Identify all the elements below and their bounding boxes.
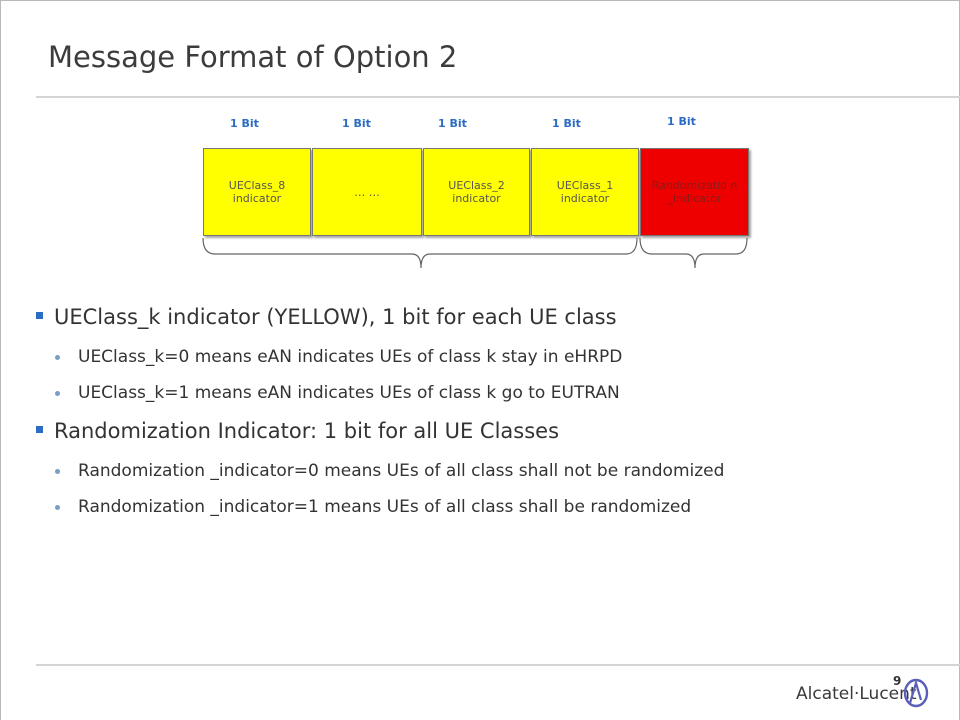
bit-label-ellipsis: 1 Bit <box>342 117 371 130</box>
sub-bullet-text: Randomization _indicator=0 means UEs of all class shall not be randomized <box>78 461 725 481</box>
sub-bullet-text: UEClass_k=0 means eAN indicates UEs of class k stay in eHRPD <box>78 347 623 367</box>
field-label: UEClass_8 indicator <box>228 179 286 205</box>
field-label: Randomizatio n _indicator <box>651 179 738 205</box>
dot-bullet-icon <box>55 469 60 474</box>
bullet-list <box>36 300 936 528</box>
sub-bullet-randomization-0 <box>36 456 936 492</box>
footer-divider <box>36 664 960 666</box>
bullet-text: Randomization Indicator: 1 bit for all UE Classes <box>54 419 560 443</box>
field-label: … … <box>354 185 380 199</box>
page-number: 9 <box>893 674 902 688</box>
bullet-ueclass-indicator <box>36 300 936 342</box>
sub-bullet-text: UEClass_k=1 means eAN indicates UEs of class k go to EUTRAN <box>78 383 620 403</box>
bit-label-uecclass-8: 1 Bit <box>230 117 259 130</box>
brace-randomization <box>640 238 747 268</box>
field-label: UEClass_1 indicator <box>556 179 614 205</box>
brace-ueclass-group <box>203 238 637 268</box>
sub-bullet-ueclass-0 <box>36 342 936 378</box>
bullet-text: UEClass_k indicator (YELLOW), 1 bit for each UE class <box>54 305 617 329</box>
bullet-randomization-indicator <box>36 414 936 456</box>
sub-bullet-text: Randomization _indicator=1 means UEs of all class shall be randomized <box>78 497 692 517</box>
square-bullet-icon <box>36 426 43 433</box>
sub-bullet-randomization-1 <box>36 492 936 528</box>
bit-label-uecclass-1: 1 Bit <box>552 117 581 130</box>
dot-bullet-icon <box>55 355 60 360</box>
company-logo-text: Alcatel·Lucent <box>796 684 917 704</box>
dot-bullet-icon <box>55 391 60 396</box>
alcatel-lucent-logo-icon <box>902 678 930 708</box>
square-bullet-icon <box>36 312 43 319</box>
dot-bullet-icon <box>55 505 60 510</box>
field-label: UEClass_2 indicator <box>448 179 505 205</box>
brace-group <box>0 0 960 300</box>
bit-label-randomization: 1 Bit <box>667 115 696 128</box>
bit-label-uecclass-2: 1 Bit <box>438 117 467 130</box>
sub-bullet-ueclass-1 <box>36 378 936 414</box>
slide-title: Message Format of Option 2 <box>48 40 458 74</box>
